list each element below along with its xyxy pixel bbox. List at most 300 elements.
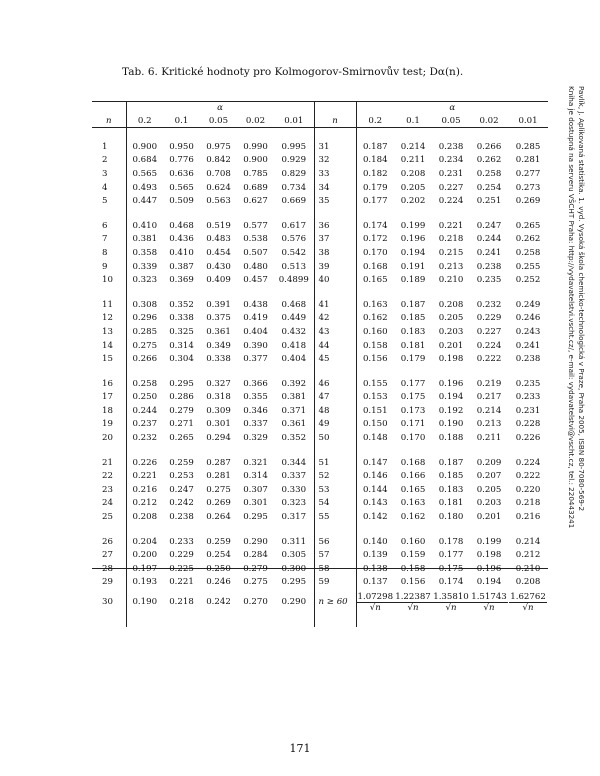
n-value: 20 — [92, 431, 126, 445]
critical-value: 0.189 — [400, 275, 426, 286]
critical-value: 0.277 — [515, 168, 541, 179]
critical-value: 0.358 — [132, 247, 158, 258]
critical-value: 0.224 — [476, 340, 502, 351]
fraction-numerator: 1.22387 — [395, 591, 431, 602]
critical-value: 0.375 — [206, 313, 231, 324]
critical-value: 0.213 — [476, 419, 502, 430]
n-value: 55 — [314, 510, 356, 524]
critical-value: 0.162 — [400, 512, 426, 523]
n-value: 3 — [92, 167, 126, 181]
table-row — [92, 535, 548, 549]
critical-value: 0.323 — [132, 275, 158, 286]
table-row — [92, 219, 548, 233]
critical-value: 0.990 — [243, 141, 268, 152]
critical-value: 0.318 — [206, 392, 231, 403]
critical-value: 0.323 — [281, 498, 307, 509]
critical-value: 0.238 — [476, 261, 502, 272]
critical-value: 0.258 — [476, 168, 502, 179]
critical-value: 0.235 — [515, 378, 541, 389]
critical-value: 0.163 — [362, 299, 388, 310]
critical-value: 0.175 — [438, 563, 464, 574]
critical-value: 0.270 — [243, 597, 268, 608]
margin-note — [560, 86, 586, 546]
critical-value: 0.205 — [438, 313, 464, 324]
critical-value: 0.418 — [281, 340, 307, 351]
critical-value: 0.624 — [206, 182, 231, 193]
critical-value: 0.232 — [476, 299, 502, 310]
critical-value: 0.266 — [476, 141, 502, 152]
table-row-last — [92, 589, 548, 615]
critical-value: 0.275 — [243, 577, 268, 588]
critical-value: 0.214 — [515, 536, 541, 547]
critical-value: 0.160 — [362, 326, 388, 337]
n-value: 2 — [92, 154, 126, 168]
critical-value: 0.216 — [132, 484, 158, 495]
n-value: 53 — [314, 483, 356, 497]
n-value: 25 — [92, 510, 126, 524]
fraction — [509, 592, 547, 613]
n-header-right: n — [314, 114, 356, 128]
critical-value: 0.183 — [438, 484, 464, 495]
margin-note-line-1: Pavlík, J. Aplikovaná statistika. 1. vyd. Vysoká škola chemicko-technologická v Praze, Praha 2005, ISBN 80-7080-569-2 — [577, 86, 586, 512]
critical-value: 0.229 — [169, 550, 194, 561]
critical-value: 0.244 — [132, 405, 158, 416]
table-row — [92, 167, 548, 181]
critical-value: 0.172 — [362, 234, 388, 245]
critical-value: 0.338 — [206, 354, 231, 365]
critical-value: 0.254 — [206, 550, 231, 561]
critical-value: 0.995 — [281, 141, 307, 152]
critical-value: 0.170 — [400, 433, 426, 444]
critical-value: 0.410 — [132, 220, 158, 231]
critical-value: 0.900 — [132, 141, 158, 152]
critical-value: 0.208 — [400, 168, 426, 179]
critical-value: 0.140 — [362, 536, 388, 547]
n-value: 52 — [314, 469, 356, 483]
critical-value: 0.225 — [169, 563, 194, 574]
critical-value: 0.576 — [281, 234, 307, 245]
table-row — [92, 181, 548, 195]
n-value: 28 — [92, 562, 126, 576]
critical-value: 0.150 — [362, 419, 388, 430]
critical-value: 0.387 — [169, 261, 194, 272]
critical-value: 0.183 — [400, 326, 426, 337]
critical-value: 0.307 — [243, 484, 268, 495]
critical-value: 0.163 — [400, 498, 426, 509]
critical-value: 0.308 — [132, 299, 158, 310]
critical-value: 0.627 — [243, 196, 268, 207]
critical-value: 0.151 — [362, 405, 388, 416]
n-value: 30 — [92, 589, 126, 615]
n-value: 45 — [314, 352, 356, 366]
critical-value: 0.203 — [438, 326, 464, 337]
critical-value: 0.156 — [400, 577, 426, 588]
critical-value: 0.218 — [515, 498, 541, 509]
asymptotic-value — [356, 589, 394, 615]
critical-value: 0.669 — [281, 196, 307, 207]
critical-value: 0.165 — [362, 275, 388, 286]
critical-value: 0.275 — [206, 484, 231, 495]
critical-value: 0.279 — [169, 405, 194, 416]
critical-value: 0.221 — [438, 220, 464, 231]
table-row — [92, 233, 548, 247]
critical-value: 0.900 — [243, 155, 268, 166]
critical-value: 0.226 — [515, 433, 541, 444]
critical-value: 0.776 — [169, 155, 194, 166]
asymptotic-value — [508, 589, 548, 615]
critical-value: 0.155 — [362, 378, 388, 389]
critical-value: 0.222 — [476, 354, 502, 365]
critical-value: 0.244 — [476, 234, 502, 245]
critical-value: 0.337 — [243, 419, 268, 430]
critical-value: 0.325 — [169, 326, 194, 337]
critical-value: 0.158 — [400, 563, 426, 574]
critical-value: 0.271 — [169, 419, 194, 430]
critical-value: 0.246 — [515, 313, 541, 324]
critical-value: 0.174 — [362, 220, 388, 231]
critical-value: 0.337 — [281, 471, 307, 482]
critical-value: 0.228 — [515, 419, 541, 430]
critical-value: 0.199 — [476, 536, 502, 547]
n-value: 56 — [314, 535, 356, 549]
critical-value: 0.208 — [515, 577, 541, 588]
critical-value: 0.224 — [438, 196, 464, 207]
critical-value: 0.371 — [281, 405, 307, 416]
critical-value: 0.404 — [281, 354, 307, 365]
critical-value: 0.220 — [515, 484, 541, 495]
critical-value: 0.181 — [438, 498, 464, 509]
n-value: 49 — [314, 418, 356, 432]
critical-value: 0.222 — [515, 471, 541, 482]
critical-value: 0.842 — [206, 155, 231, 166]
critical-value: 0.180 — [438, 512, 464, 523]
critical-value: 0.162 — [362, 313, 388, 324]
critical-value: 0.507 — [243, 247, 268, 258]
critical-value: 0.138 — [362, 563, 388, 574]
critical-value: 0.178 — [438, 536, 464, 547]
critical-value: 0.181 — [400, 340, 426, 351]
critical-value: 0.187 — [400, 299, 426, 310]
critical-value: 0.493 — [132, 182, 158, 193]
n-value: 8 — [92, 246, 126, 260]
critical-value: 0.281 — [515, 155, 541, 166]
n-value: 46 — [314, 377, 356, 391]
critical-value: 0.159 — [400, 550, 426, 561]
critical-value: 0.361 — [281, 419, 307, 430]
critical-value: 0.301 — [206, 419, 231, 430]
critical-value: 0.950 — [169, 141, 194, 152]
fraction — [432, 592, 470, 613]
critical-value: 0.182 — [362, 168, 388, 179]
critical-value: 0.216 — [515, 512, 541, 523]
critical-value: 0.233 — [515, 392, 541, 403]
n-value: 59 — [314, 576, 356, 590]
table-row — [92, 325, 548, 339]
critical-value: 0.212 — [515, 550, 541, 561]
alpha-header-right: α — [449, 103, 456, 113]
critical-value: 0.264 — [206, 512, 231, 523]
critical-value: 0.252 — [515, 275, 541, 286]
critical-value: 0.170 — [362, 247, 388, 258]
critical-value: 0.231 — [438, 168, 464, 179]
critical-value: 0.214 — [400, 141, 426, 152]
alpha-level-header: 0.05 — [200, 114, 237, 128]
n-value: 10 — [92, 273, 126, 287]
alpha-level-header: 0.05 — [432, 114, 470, 128]
critical-value: 0.209 — [476, 457, 502, 468]
critical-value: 0.636 — [169, 168, 194, 179]
fraction — [357, 592, 395, 613]
critical-value: 0.4899 — [278, 275, 309, 286]
critical-value: 0.436 — [169, 234, 194, 245]
alpha-level-header: 0.2 — [126, 114, 163, 128]
critical-value: 0.259 — [169, 457, 194, 468]
fraction-denominator: √n — [407, 602, 419, 613]
table-row — [92, 562, 548, 576]
critical-value: 0.175 — [400, 392, 426, 403]
critical-value: 0.255 — [515, 261, 541, 272]
critical-value: 0.241 — [515, 340, 541, 351]
critical-value: 0.194 — [438, 392, 464, 403]
critical-value: 0.295 — [243, 512, 268, 523]
table-row — [92, 298, 548, 312]
critical-value: 0.174 — [438, 577, 464, 588]
n-value: 18 — [92, 404, 126, 418]
critical-value: 0.563 — [206, 196, 231, 207]
critical-value: 0.177 — [362, 196, 388, 207]
critical-value: 0.187 — [362, 141, 388, 152]
page-number: 171 — [289, 742, 311, 755]
critical-value: 0.194 — [476, 577, 502, 588]
critical-value: 0.273 — [515, 182, 541, 193]
table-row — [92, 456, 548, 470]
table-row — [92, 510, 548, 524]
critical-value: 0.177 — [400, 378, 426, 389]
n-value: 54 — [314, 497, 356, 511]
critical-value: 0.144 — [362, 484, 388, 495]
ks-table — [92, 102, 548, 627]
n-large-label: n ≥ 60 — [314, 589, 356, 615]
alpha-level-header: 0.2 — [356, 114, 394, 128]
critical-value: 0.191 — [400, 261, 426, 272]
critical-value: 0.166 — [400, 471, 426, 482]
critical-value: 0.238 — [169, 512, 194, 523]
critical-value: 0.513 — [281, 261, 307, 272]
critical-value: 0.198 — [438, 354, 464, 365]
table-row — [92, 418, 548, 432]
alpha-level-header: 0.02 — [470, 114, 508, 128]
table-row — [92, 140, 548, 154]
critical-value: 0.295 — [281, 577, 307, 588]
critical-value: 0.265 — [515, 220, 541, 231]
n-value: 9 — [92, 260, 126, 274]
critical-value: 0.447 — [132, 196, 158, 207]
critical-value: 0.377 — [243, 354, 268, 365]
critical-value: 0.327 — [206, 378, 231, 389]
critical-value: 0.509 — [169, 196, 194, 207]
n-value: 12 — [92, 312, 126, 326]
critical-value: 0.361 — [206, 326, 231, 337]
fraction-denominator: √n — [483, 602, 495, 613]
table-row — [92, 404, 548, 418]
n-value: 6 — [92, 219, 126, 233]
critical-value: 0.185 — [438, 471, 464, 482]
critical-value: 0.708 — [206, 168, 231, 179]
n-value: 44 — [314, 339, 356, 353]
critical-value: 0.158 — [362, 340, 388, 351]
critical-value: 0.177 — [438, 550, 464, 561]
critical-value: 0.275 — [132, 340, 158, 351]
critical-value: 0.253 — [169, 471, 194, 482]
critical-value: 0.212 — [132, 498, 158, 509]
table-row — [92, 339, 548, 353]
n-value: 23 — [92, 483, 126, 497]
critical-value: 0.304 — [169, 354, 194, 365]
table-row — [92, 548, 548, 562]
n-value: 15 — [92, 352, 126, 366]
critical-value: 0.165 — [400, 484, 426, 495]
critical-value: 0.339 — [132, 261, 158, 272]
n-header-left: n — [92, 114, 126, 128]
critical-value: 0.281 — [206, 471, 231, 482]
critical-value: 0.577 — [243, 220, 268, 231]
fraction-denominator: √n — [369, 602, 381, 613]
n-value: 50 — [314, 431, 356, 445]
critical-value: 0.243 — [515, 326, 541, 337]
alpha-level-header: 0.01 — [274, 114, 314, 128]
critical-value: 0.301 — [243, 498, 268, 509]
fraction-denominator: √n — [522, 602, 534, 613]
critical-value: 0.221 — [169, 577, 194, 588]
n-value: 57 — [314, 548, 356, 562]
critical-value: 0.410 — [169, 247, 194, 258]
critical-value: 0.734 — [281, 182, 307, 193]
critical-value: 0.349 — [206, 340, 231, 351]
n-value: 40 — [314, 273, 356, 287]
fraction-denominator: √n — [445, 602, 457, 613]
critical-value: 0.419 — [243, 313, 268, 324]
critical-value: 0.314 — [169, 340, 194, 351]
critical-value: 0.330 — [281, 484, 307, 495]
critical-value: 0.250 — [206, 563, 231, 574]
table-row — [92, 273, 548, 287]
critical-value: 0.247 — [476, 220, 502, 231]
critical-value: 0.217 — [476, 392, 502, 403]
critical-value: 0.198 — [476, 550, 502, 561]
critical-value: 0.404 — [243, 326, 268, 337]
critical-value: 0.295 — [169, 378, 194, 389]
table-row — [92, 497, 548, 511]
n-value: 14 — [92, 339, 126, 353]
critical-value: 0.438 — [243, 299, 268, 310]
asymptotic-value — [470, 589, 508, 615]
critical-value: 0.171 — [400, 419, 426, 430]
table-row — [92, 576, 548, 590]
alpha-level-header: 0.02 — [237, 114, 274, 128]
critical-value: 0.205 — [400, 182, 426, 193]
critical-value: 0.202 — [400, 196, 426, 207]
critical-value: 0.218 — [438, 234, 464, 245]
critical-value: 0.266 — [132, 354, 158, 365]
n-value: 24 — [92, 497, 126, 511]
critical-value: 0.480 — [243, 261, 268, 272]
critical-values-table — [92, 101, 548, 613]
critical-value: 0.199 — [400, 220, 426, 231]
n-value: 21 — [92, 456, 126, 470]
critical-value: 0.309 — [206, 405, 231, 416]
critical-value: 0.203 — [476, 498, 502, 509]
critical-value: 0.185 — [400, 313, 426, 324]
critical-value: 0.233 — [169, 536, 194, 547]
critical-value: 0.262 — [476, 155, 502, 166]
critical-value: 0.193 — [132, 577, 158, 588]
critical-value: 0.346 — [243, 405, 268, 416]
table-row — [92, 483, 548, 497]
critical-value: 0.173 — [400, 405, 426, 416]
n-value: 17 — [92, 391, 126, 405]
critical-value: 0.229 — [476, 313, 502, 324]
alpha-header-left: α — [217, 103, 223, 113]
critical-value: 0.355 — [243, 392, 268, 403]
critical-value: 0.449 — [281, 313, 307, 324]
n-value: 39 — [314, 260, 356, 274]
critical-value: 0.344 — [281, 457, 307, 468]
critical-value: 0.269 — [206, 498, 231, 509]
critical-value: 0.211 — [476, 433, 502, 444]
critical-value: 0.279 — [243, 563, 268, 574]
critical-value: 0.204 — [132, 536, 158, 547]
table-row — [92, 469, 548, 483]
critical-value: 0.305 — [281, 550, 307, 561]
asymptotic-value — [432, 589, 470, 615]
n-value: 11 — [92, 298, 126, 312]
critical-value: 0.352 — [281, 433, 307, 444]
table-row — [92, 352, 548, 366]
critical-value: 0.689 — [243, 182, 268, 193]
critical-value: 0.208 — [132, 512, 158, 523]
critical-value: 0.237 — [132, 419, 158, 430]
critical-value: 0.242 — [206, 597, 231, 608]
critical-value: 0.785 — [243, 168, 268, 179]
n-value: 41 — [314, 298, 356, 312]
critical-value: 0.146 — [362, 471, 388, 482]
critical-value: 0.153 — [362, 392, 388, 403]
n-value: 38 — [314, 246, 356, 260]
critical-value: 0.294 — [206, 433, 231, 444]
critical-value: 0.241 — [476, 247, 502, 258]
critical-value: 0.542 — [281, 247, 307, 258]
critical-value: 0.468 — [169, 220, 194, 231]
fraction-numerator: 1.07298 — [357, 591, 394, 602]
n-value: 33 — [314, 167, 356, 181]
critical-value: 0.208 — [438, 299, 464, 310]
critical-value: 0.338 — [169, 313, 194, 324]
fraction — [394, 592, 432, 613]
critical-value: 0.194 — [400, 247, 426, 258]
critical-value: 0.235 — [476, 275, 502, 286]
critical-value: 0.352 — [169, 299, 194, 310]
critical-value: 0.224 — [515, 457, 541, 468]
critical-value: 0.290 — [281, 597, 307, 608]
critical-value: 0.519 — [206, 220, 231, 231]
fraction-numerator: 1.62762 — [510, 591, 546, 602]
critical-value: 0.684 — [132, 155, 158, 166]
n-value: 27 — [92, 548, 126, 562]
table-caption: Tab. 6. Kritické hodnoty pro Kolmogorov-Smirnovův test; Dα(n). — [122, 66, 464, 78]
critical-value: 0.321 — [243, 457, 268, 468]
critical-value: 0.210 — [515, 563, 541, 574]
critical-value: 0.617 — [281, 220, 307, 231]
